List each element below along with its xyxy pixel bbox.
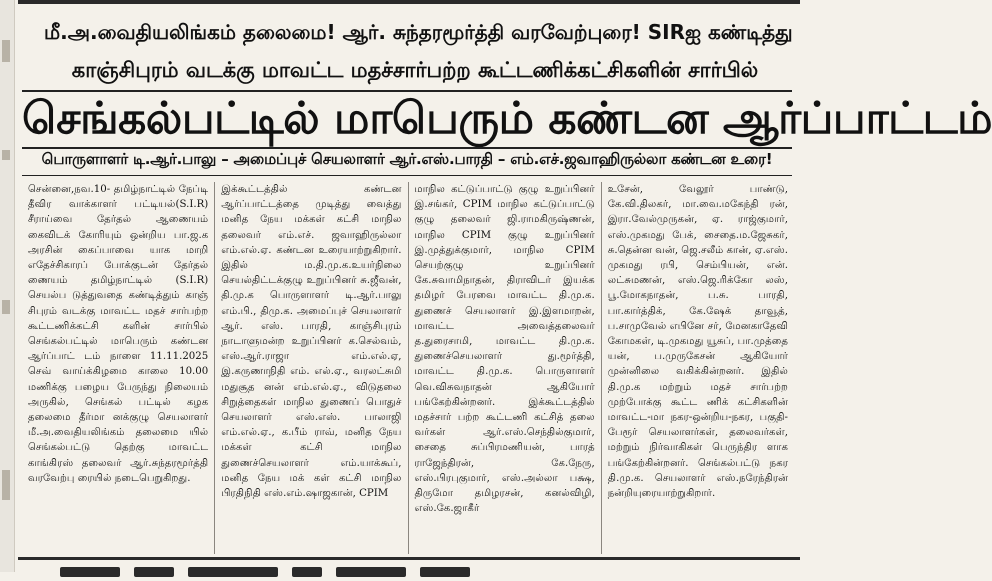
- next-article-cut-off: [60, 562, 780, 572]
- article-body: [22, 182, 794, 554]
- article-deck: பொருளாளர் டி.ஆர்.பாலு – அமைப்புச் செயலாளர் ஆர்.எஸ்.பாரதி – எம்.எச்.ஜவாஹிருல்லா கண்டன உரை!: [41, 150, 773, 168]
- edge-mark: [2, 150, 10, 160]
- article-column-4: உசேன், வேலூர் பாண்டு, கே.வி.திலகர், மா.வை.மகேந்தி ரன், இரா.வேல்முருகன், ஏ. ராஜ்குமார், எஸ்.முகமது பேக், சைதை.ம.ஜேசுகர், சு.தென்ன வன், ஜெ.சலீம் கான், ஏ.எஸ். முகமது ரபி, செம்பியன், என். லட்சுமணன், எஸ்.ஜெ.ரிக்கோ லஸ், பூ.மோகநாதன், ப.சு. பாரதி, பா.கார்த்திக், கே.ஷேக் தாவூத், ப.சாமுவேல் எபினே சர், மேனகாதேவி கோமகள், டி.முகமது யூசுப், பா.முத்தை யன், ப.முருகேசன் ஆகியோர் முன்னிலை வகிக்கின்றனர். இதில் தி.மு.க மற்றும் மதச் சார்பற்ற முற்போக்கு கூட்ட ணிக் கட்சிகளின் மாவட்ட-மா நகர-ஒன்றிய-நகர, பகுதி- பேரூர் செயலாளர்கள், தலைவர்கள், மற்றும் நிர்வாகிகள் பெருந்திர ளாக பங்கேற்கின்றனர். செங்கல்பட்டு நகர தி.மு.க. செயலாளர் எஸ்.நரேந்திரன் நன்றியுரையாற்றுகிறார்.: [607, 184, 789, 500]
- edge-mark: [2, 40, 10, 62]
- deck-rule: [22, 175, 792, 176]
- edge-mark: [2, 470, 10, 500]
- bottom-rule: [18, 557, 800, 560]
- article-column-3: மாநில கட்டுப்பாட்டு குழு உறுப்பினர் இ.சங்கர், CPIM மாநில கட்டுப்பாட்டு குழு தலைவர் ஜி.ராமகிருஷ்ணன், மாநில CPIM குழு உறுப்பினர் இ.முத்துக்குமார், மாநில CPIM செயற்குழு உறுப்பினர் கே.சுவாமிநாதன், திராவிடர் இயக்க தமிழர் பேரவை மாவட்ட தி.மு.க. துணைச் செயலாளர் இ.இளமாறன், மாவட்ட அவைத்தலைவர் த.துரைசாமி, மாவட்ட தி.மு.க. துணைச்செயலாளர் து.மூர்த்தி, மாவட்ட தி.மு.க. பொருளாளர் வெ.விசுவநாதன் ஆகியோர் பங்கேற்கின்றனர். இக்கூட்டத்தில் மதச்சார் பற்ற கூட்டணி கட்சித் தலை வர்கள் ஆர்.எஸ்.செந்தில்குமார், சைதை சுப்பிரமணியன், பாரத் ராஜேந்திரன், கே.நேரு, எஸ்.பிரபுகுமார், எஸ்.அல்லா பக்ஷ, திருமோ தமிழரசன், கனல்விழி, எஸ்.கே.ஜாகீர்: [409, 182, 602, 554]
- article-headline: செங்கல்பட்டில் மாபெரும் கண்டன ஆர்ப்பாட்டம்: [22, 93, 992, 144]
- article-column-2: இக்கூட்டத்தில் கண்டன ஆர்ப்பாட்டத்தை முடித்து வைத்து மனித நேய மக்கள் கட்சி மாநில தலைவர் எம்.எச். ஜவாஹிருல்லா எம்.எல்.ஏ. கண்டன உரையாற்றுகிறார். இதில் ம.தி.மு.க.உயர்நிலை செயல்திட்டக்குழு உறுப்பினர் சு.ஜீவன், தி.மு.க பொருளாளர் டி.ஆர்.பாலு எம்.பி., திமு.க. அமைப்புச் செயலாளர் ஆர். எஸ். பாரதி, காஞ்சிபுரம் நாடாளுமன்ற உறுப்பினர் க.செல்வம், எஸ்.ஆர்.ராஜா எம்.எல்.ஏ, இ.கருணாநிதி எம். எல்.ஏ., வரலட்சுமி மதுசூத னன் எம்.எல்.ஏ., விடுதலை சிறுத்தைகள் மாநில துணைப் பொதுச் செயலாளர் எஸ்.எஸ். பாலாஜி எம்.எல்.ஏ., க.பீம் ராவ், மனித நேய மக்கள் கட்சி மாநில துணைச்செயலாளர் எம்.யாக்கூப், மனித நேய மக் கள் கட்சி மாநில பிரதிநிதி எஸ்.எம்.ஷாஜகான், CPIM: [215, 182, 408, 554]
- edge-mark: [2, 300, 10, 314]
- headline-bottom-rule: [22, 147, 792, 149]
- page-edge-strip: [0, 0, 15, 572]
- article-kicker: மீ.அ.வைதியலிங்கம் தலைமை! ஆர். சுந்தரமூர்த்தி வரவேற்புரை! SIRஐ கண்டித்து: [44, 20, 793, 44]
- article-subkicker: காஞ்சிபுரம் வடக்கு மாவட்ட மதச்சார்பற்ற கூட்டணிக்கட்சிகளின் சார்பில்: [71, 58, 759, 82]
- top-rule: [18, 0, 800, 4]
- article-column-1: சென்னை,நவ.10- தமிழ்நாட்டில் நேப்டி தீவிர வாக்காளர் பட்டியல்(S.I.R) சீராய்வை தேர்தல் ஆணையம் கைவிடக் கோரியும் ஒன்றிய பா.ஜ.க அரசின் கைப்பாவை யாக மாறி எதேச்சிகாரப் போக்குடன் தேர்தல் ணையம் தமிழ்நாட்டில் (S.I.R) செயல்ப டுத்துவதை கண்டித்தும் காஞ் சிபுரம் வடக்கு மாவட்ட மதச் சார்பற்ற கூட்டணிக்கட்சி களின் சார்பில் செங்கல்பட்டில் மாபெரும் கண்டன ஆர்ப்பாட் டம் நாளை 11.11.2025 செவ் வாய்க்கிழமை காலை 10.00 மணிக்கு பழைய பேருந்து நிலையம் அருகில், செங்கல் பட்டில் கழக தலைமை தீர்மா னக்குழு செயலாளர் மீ.அ.வைதியலிங்கம் தலைமை யில் செங்கல்பட்டு தெற்கு மாவட்ட காங்கிரஸ் தலைவர் ஆர்.சுந்தரமூர்த்தி வரவேற்பு ரையில் நடைபெறுகிறது.: [22, 182, 215, 554]
